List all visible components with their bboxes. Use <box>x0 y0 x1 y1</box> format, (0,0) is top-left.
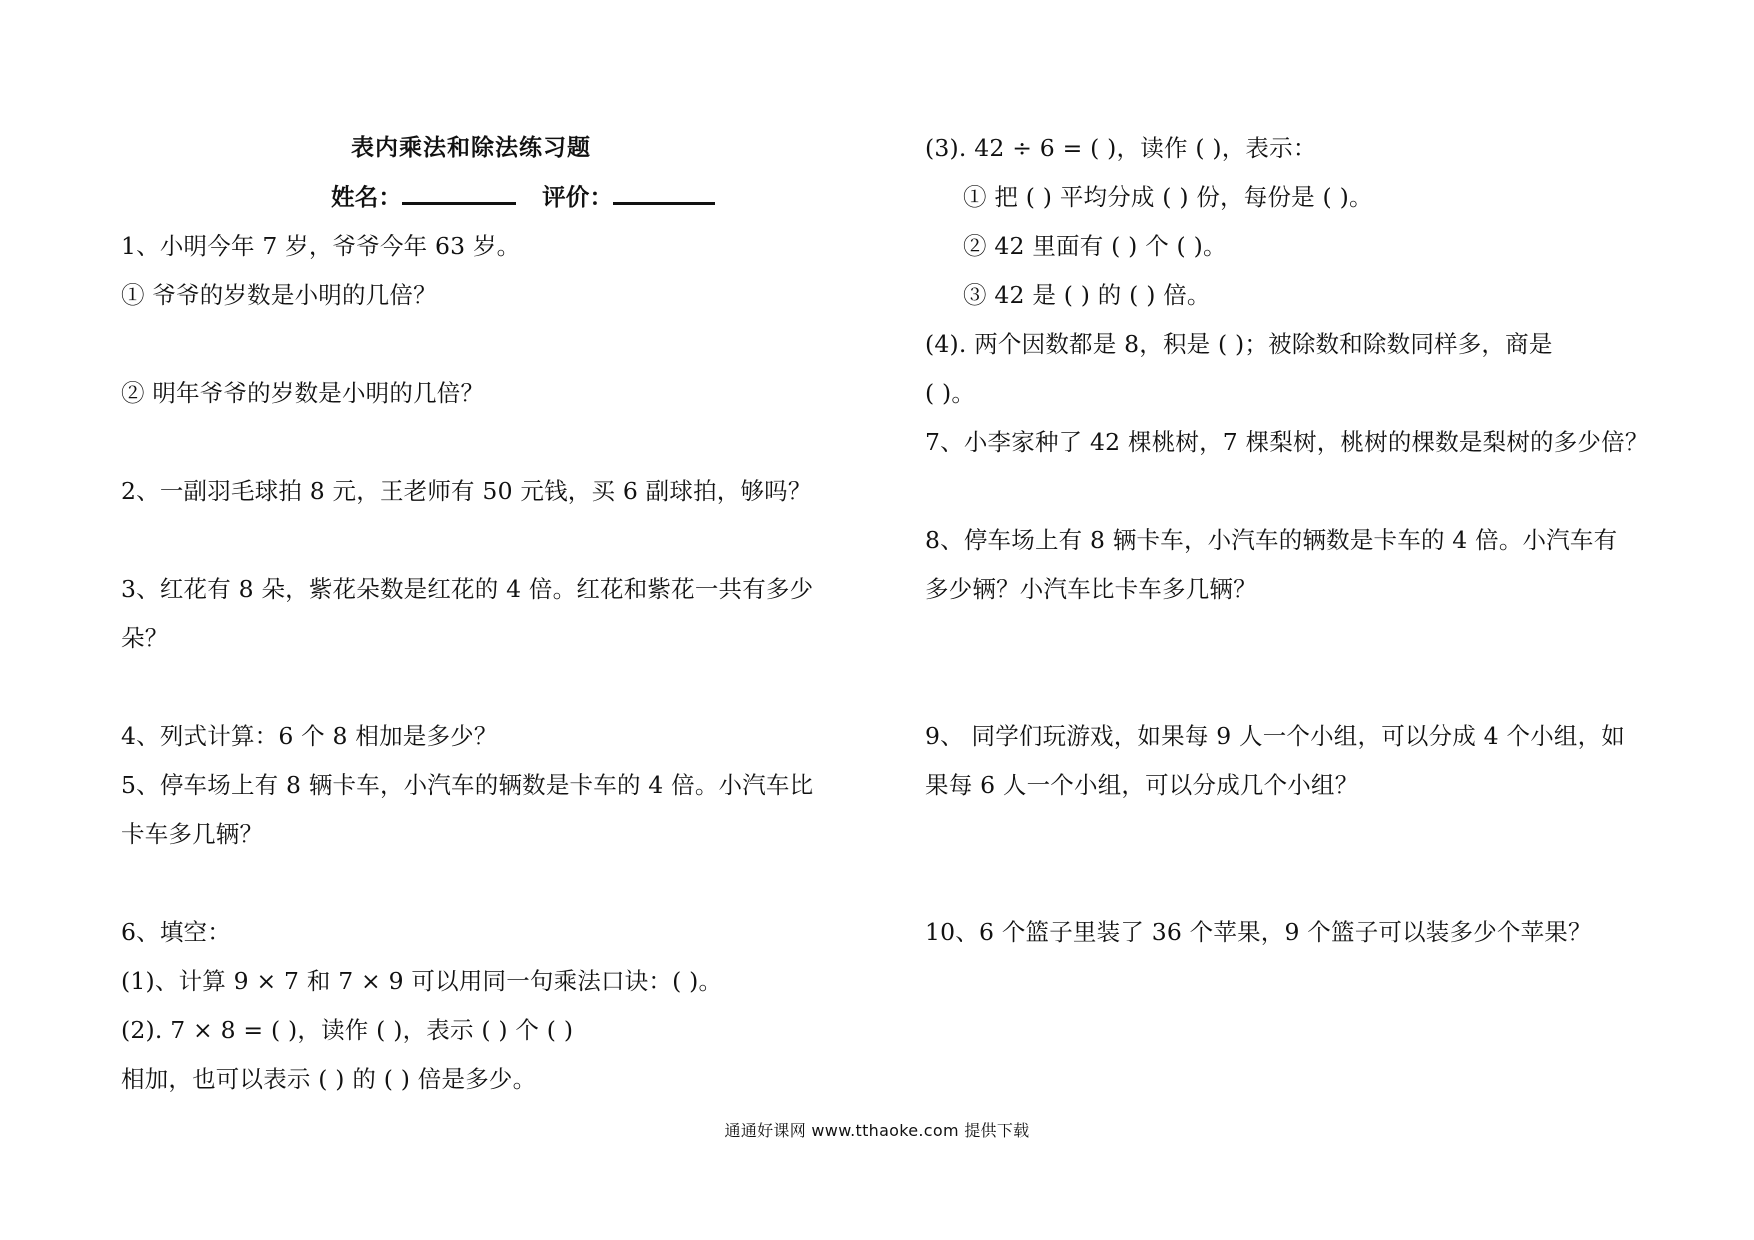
question-6-1: (1)、计算 9 × 7 和 7 × 9 可以用同一句乘法口诀：( )。 <box>121 967 723 995</box>
question-9-line-2: 果每 6 人一个小组，可以分成几个小组？ <box>925 771 1359 799</box>
question-8-line-1: 8、停车场上有 8 辆卡车，小汽车的辆数是卡车的 4 倍。小汽车有 <box>925 526 1618 554</box>
question-2: 2、一副羽毛球拍 8 元，王老师有 50 元钱，买 6 副球拍，够吗？ <box>121 477 812 505</box>
question-6-3-c: ③ 42 是 ( ) 的 ( ) 倍。 <box>963 281 1211 309</box>
eval-blank[interactable] <box>613 180 715 205</box>
question-10: 10、6 个篮子里装了 36 个苹果，9 个篮子可以装多少个苹果？ <box>925 918 1592 946</box>
name-label: 姓名： <box>331 183 403 211</box>
question-6-2-line-1: (2). 7 × 8 = ( )，读作 ( )，表示 ( ) 个 ( ) <box>121 1016 574 1044</box>
question-6-3-b: ② 42 里面有 ( ) 个 ( )。 <box>963 232 1227 260</box>
question-1: 1、小明今年 7 岁，爷爷今年 63 岁。 <box>121 232 521 260</box>
question-5-line-2: 卡车多几辆？ <box>121 820 264 848</box>
footer-credit: 通通好课网 www.tthaoke.com 提供下载 <box>724 1121 1030 1140</box>
question-7: 7、小李家种了 42 棵桃树，7 棵梨树，桃树的棵数是梨树的多少倍？ <box>925 428 1649 456</box>
question-1-b: ② 明年爷爷的岁数是小明的几倍？ <box>121 379 485 407</box>
question-6: 6、填空： <box>121 918 231 946</box>
question-9-line-1: 9、 同学们玩游戏，如果每 9 人一个小组，可以分成 4 个小组，如 <box>925 722 1626 750</box>
question-6-4-line-2: ( )。 <box>925 379 976 407</box>
page-title: 表内乘法和除法练习题 <box>351 135 591 161</box>
question-5-line-1: 5、停车场上有 8 辆卡车，小汽车的辆数是卡车的 4 倍。小汽车比 <box>121 771 814 799</box>
question-6-2-line-2: 相加，也可以表示 ( ) 的 ( ) 倍是多少。 <box>121 1065 537 1093</box>
eval-label: 评价： <box>542 183 614 211</box>
question-6-3: (3). 42 ÷ 6 = ( )，读作 ( )，表示： <box>925 134 1317 162</box>
name-blank[interactable] <box>402 180 516 205</box>
question-3-line-1: 3、红花有 8 朵，紫花朵数是红花的 4 倍。红花和紫花一共有多少 <box>121 575 814 603</box>
question-8-line-2: 多少辆？小汽车比卡车多几辆？ <box>925 575 1257 603</box>
question-4: 4、列式计算：6 个 8 相加是多少？ <box>121 722 498 750</box>
question-3-line-2: 朵？ <box>121 624 169 652</box>
question-1-a: ① 爷爷的岁数是小明的几倍？ <box>121 281 437 309</box>
question-6-3-a: ① 把 ( ) 平均分成 ( ) 份，每份是 ( )。 <box>963 183 1373 211</box>
name-eval-row <box>331 180 715 212</box>
question-6-4-line-1: (4). 两个因数都是 8，积是 ( )；被除数和除数同样多，商是 <box>925 330 1553 358</box>
